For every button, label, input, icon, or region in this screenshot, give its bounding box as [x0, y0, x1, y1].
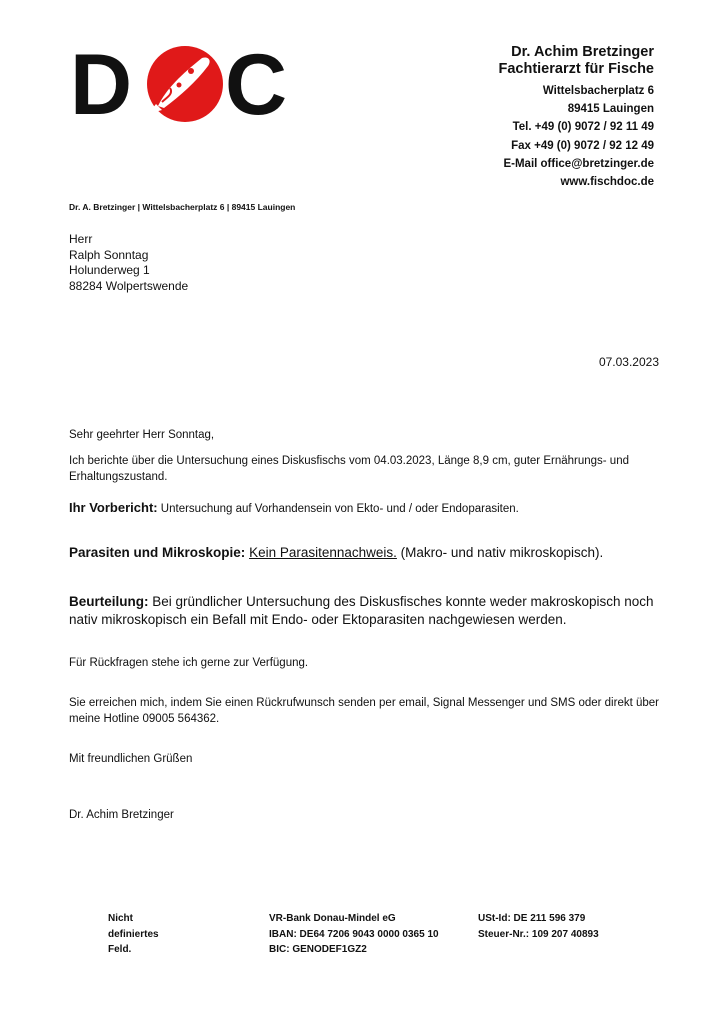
sender-street: Wittelsbacherplatz 6	[542, 85, 654, 97]
footer-field-line: Nicht	[108, 913, 133, 924]
letter-date: 07.03.2023	[598, 355, 659, 369]
sender-email: E-Mail office@bretzinger.de	[503, 157, 654, 170]
recipient-name: Ralph Sonntag	[69, 247, 149, 262]
recipient-address	[69, 232, 188, 294]
beurteilung-text: Bei gründlicher Untersuchung des Diskusfisches konnte weder makroskopisch noch nativ mikroskopisch ein Befall mit Endo- oder Ektoparasiten nachgewiesen werden.	[69, 594, 654, 627]
parasiten-result: Kein Parasitennachweis.	[249, 545, 397, 560]
vorbericht-paragraph	[69, 500, 659, 518]
sender-name: Dr. Achim Bretzinger	[511, 44, 654, 60]
beurteilung-paragraph	[69, 593, 659, 629]
intro-paragraph: Ich berichte über die Untersuchung eines Diskusfischs vom 04.03.2023, Länge 8,9 cm, guter Ernährungs- und Erhaltungszustand.	[69, 455, 629, 483]
parasiten-note: (Makro- und nativ mikroskopisch).	[396, 545, 604, 560]
return-address-line: Dr. A. Bretzinger | Wittelsbacherplatz 6 | 89415 Lauingen	[69, 202, 296, 212]
recipient-city: 88284 Wolpertswende	[69, 278, 189, 293]
footer-bank-block	[269, 911, 439, 958]
closing: Mit freundlichen Grüßen	[69, 753, 193, 765]
sender-block	[498, 44, 654, 191]
contact-paragraph: Sie erreichen mich, indem Sie einen Rückrufwunsch senden per email, Signal Messenger und SMS oder direkt über meine Hotline 09005 564362.	[69, 697, 659, 725]
doc-logo-graphic	[70, 44, 300, 124]
vorbericht-text: Untersuchung auf Vorhandensein von Ekto- und / oder Endoparasiten.	[157, 503, 519, 515]
rueckfragen-paragraph: Für Rückfragen stehe ich gerne zur Verfügung.	[69, 657, 309, 669]
footer-field-block	[108, 911, 159, 958]
footer-field-line: definiertes	[108, 928, 159, 940]
doc-logo	[70, 44, 300, 124]
logo-letter-d: D	[70, 44, 133, 124]
sender-city: 89415 Lauingen	[567, 103, 654, 116]
footer-ustid: USt-Id: DE 211 596 379	[478, 913, 586, 924]
recipient-street: Holunderweg 1	[69, 263, 150, 277]
sender-fax: Fax +49 (0) 9072 / 92 12 49	[511, 139, 654, 152]
beurteilung-label: Beurteilung:	[69, 594, 149, 609]
footer-tax-block	[478, 911, 599, 942]
signature: Dr. Achim Bretzinger	[69, 809, 174, 821]
sender-title: Fachtierarzt für Fische	[498, 61, 654, 77]
footer-bic: BIC: GENODEF1GZ2	[269, 944, 367, 955]
recipient-salutation: Herr	[69, 232, 93, 246]
sender-website: www.fischdoc.de	[560, 176, 654, 189]
parasiten-label: Parasiten und Mikroskopie:	[69, 545, 246, 560]
footer-iban: IBAN: DE64 7206 9043 0000 0365 10	[269, 928, 439, 940]
parasiten-paragraph	[69, 544, 659, 562]
logo-letter-c: C	[225, 44, 288, 124]
sender-tel: Tel. +49 (0) 9072 / 92 11 49	[512, 121, 654, 134]
footer-field-line: Feld.	[108, 944, 132, 955]
greeting: Sehr geehrter Herr Sonntag,	[69, 429, 215, 441]
footer-steuernr: Steuer-Nr.: 109 207 40893	[478, 928, 599, 940]
vorbericht-label: Ihr Vorbericht:	[69, 500, 158, 515]
footer-bank-name: VR-Bank Donau-Mindel eG	[269, 913, 396, 924]
